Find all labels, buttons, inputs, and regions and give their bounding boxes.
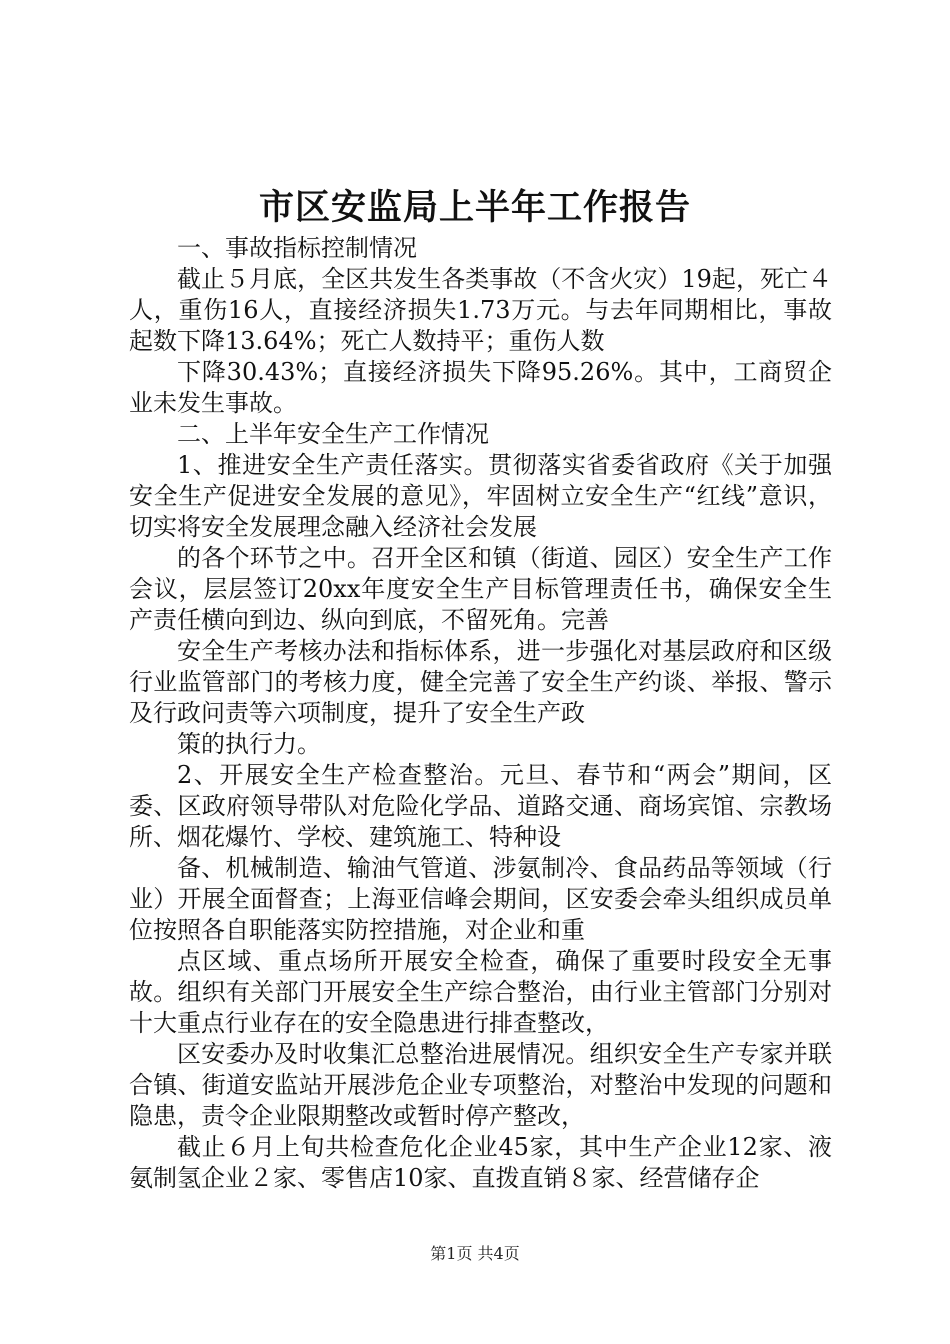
section-heading: 二、上半年安全生产工作情况 (177, 420, 489, 448)
paragraph: 区安委办及时收集汇总整治进展情况。组织安全生产专家并联合镇、街道安监站开展涉危企业专项整治，对整治中发现的问题和隐患，责令企业限期整改或暂时停产整改， (129, 1040, 832, 1130)
paragraph: 安全生产考核办法和指标体系，进一步强化对基层政府和区级行业监管部门的考核力度，健全完善了安全生产约谈、举报、警示及行政问责等六项制度，提升了安全生产政 (129, 637, 832, 727)
paragraph: 截止５月底，全区共发生各类事故（不含火灾）19起，死亡４人，重伤16人，直接经济损失1.73万元。与去年同期相比，事故起数下降13.64%；死亡人数持平；重伤人数 (129, 265, 832, 355)
section-heading: 一、事故指标控制情况 (177, 234, 417, 262)
paragraph: 1、推进安全生产责任落实。贯彻落实省委省政府《关于加强安全生产促进安全发展的意见》，牢固树立安全生产“红线”意识，切实将安全发展理念融入经济社会发展 (129, 451, 832, 541)
paragraph: 点区域、重点场所开展安全检查，确保了重要时段安全无事故。组织有关部门开展安全生产综合整治，由行业主管部门分别对十大重点行业存在的安全隐患进行排查整改， (129, 947, 832, 1037)
document-body (129, 233, 832, 1194)
paragraph: 2、开展安全生产检查整治。元旦、春节和“两会”期间，区委、区政府领导带队对危险化学品、道路交通、商场宾馆、宗教场所、烟花爆竹、学校、建筑施工、特种设 (129, 761, 832, 851)
paragraph: 备、机械制造、输油气管道、涉氨制冷、食品药品等领域（行业）开展全面督查；上海亚信峰会期间，区安委会牵头组织成员单位按照各自职能落实防控措施，对企业和重 (129, 854, 832, 944)
paragraph: 截止６月上旬共检查危化企业45家，其中生产企业12家、液氨制氢企业２家、零售店10家、直拨直销８家、经营储存企 (129, 1133, 832, 1192)
paragraph: 下降30.43%；直接经济损失下降95.26%。其中，工商贸企业未发生事故。 (129, 358, 832, 417)
document-title: 市区安监局上半年工作报告 (258, 187, 691, 228)
page-footer: 第1页 共4页 (430, 1244, 520, 1263)
paragraph: 策的执行力。 (177, 730, 321, 758)
paragraph: 的各个环节之中。召开全区和镇（街道、园区）安全生产工作会议，层层签订20xx年度安全生产目标管理责任书，确保安全生产责任横向到边、纵向到底，不留死角。完善 (129, 544, 832, 634)
